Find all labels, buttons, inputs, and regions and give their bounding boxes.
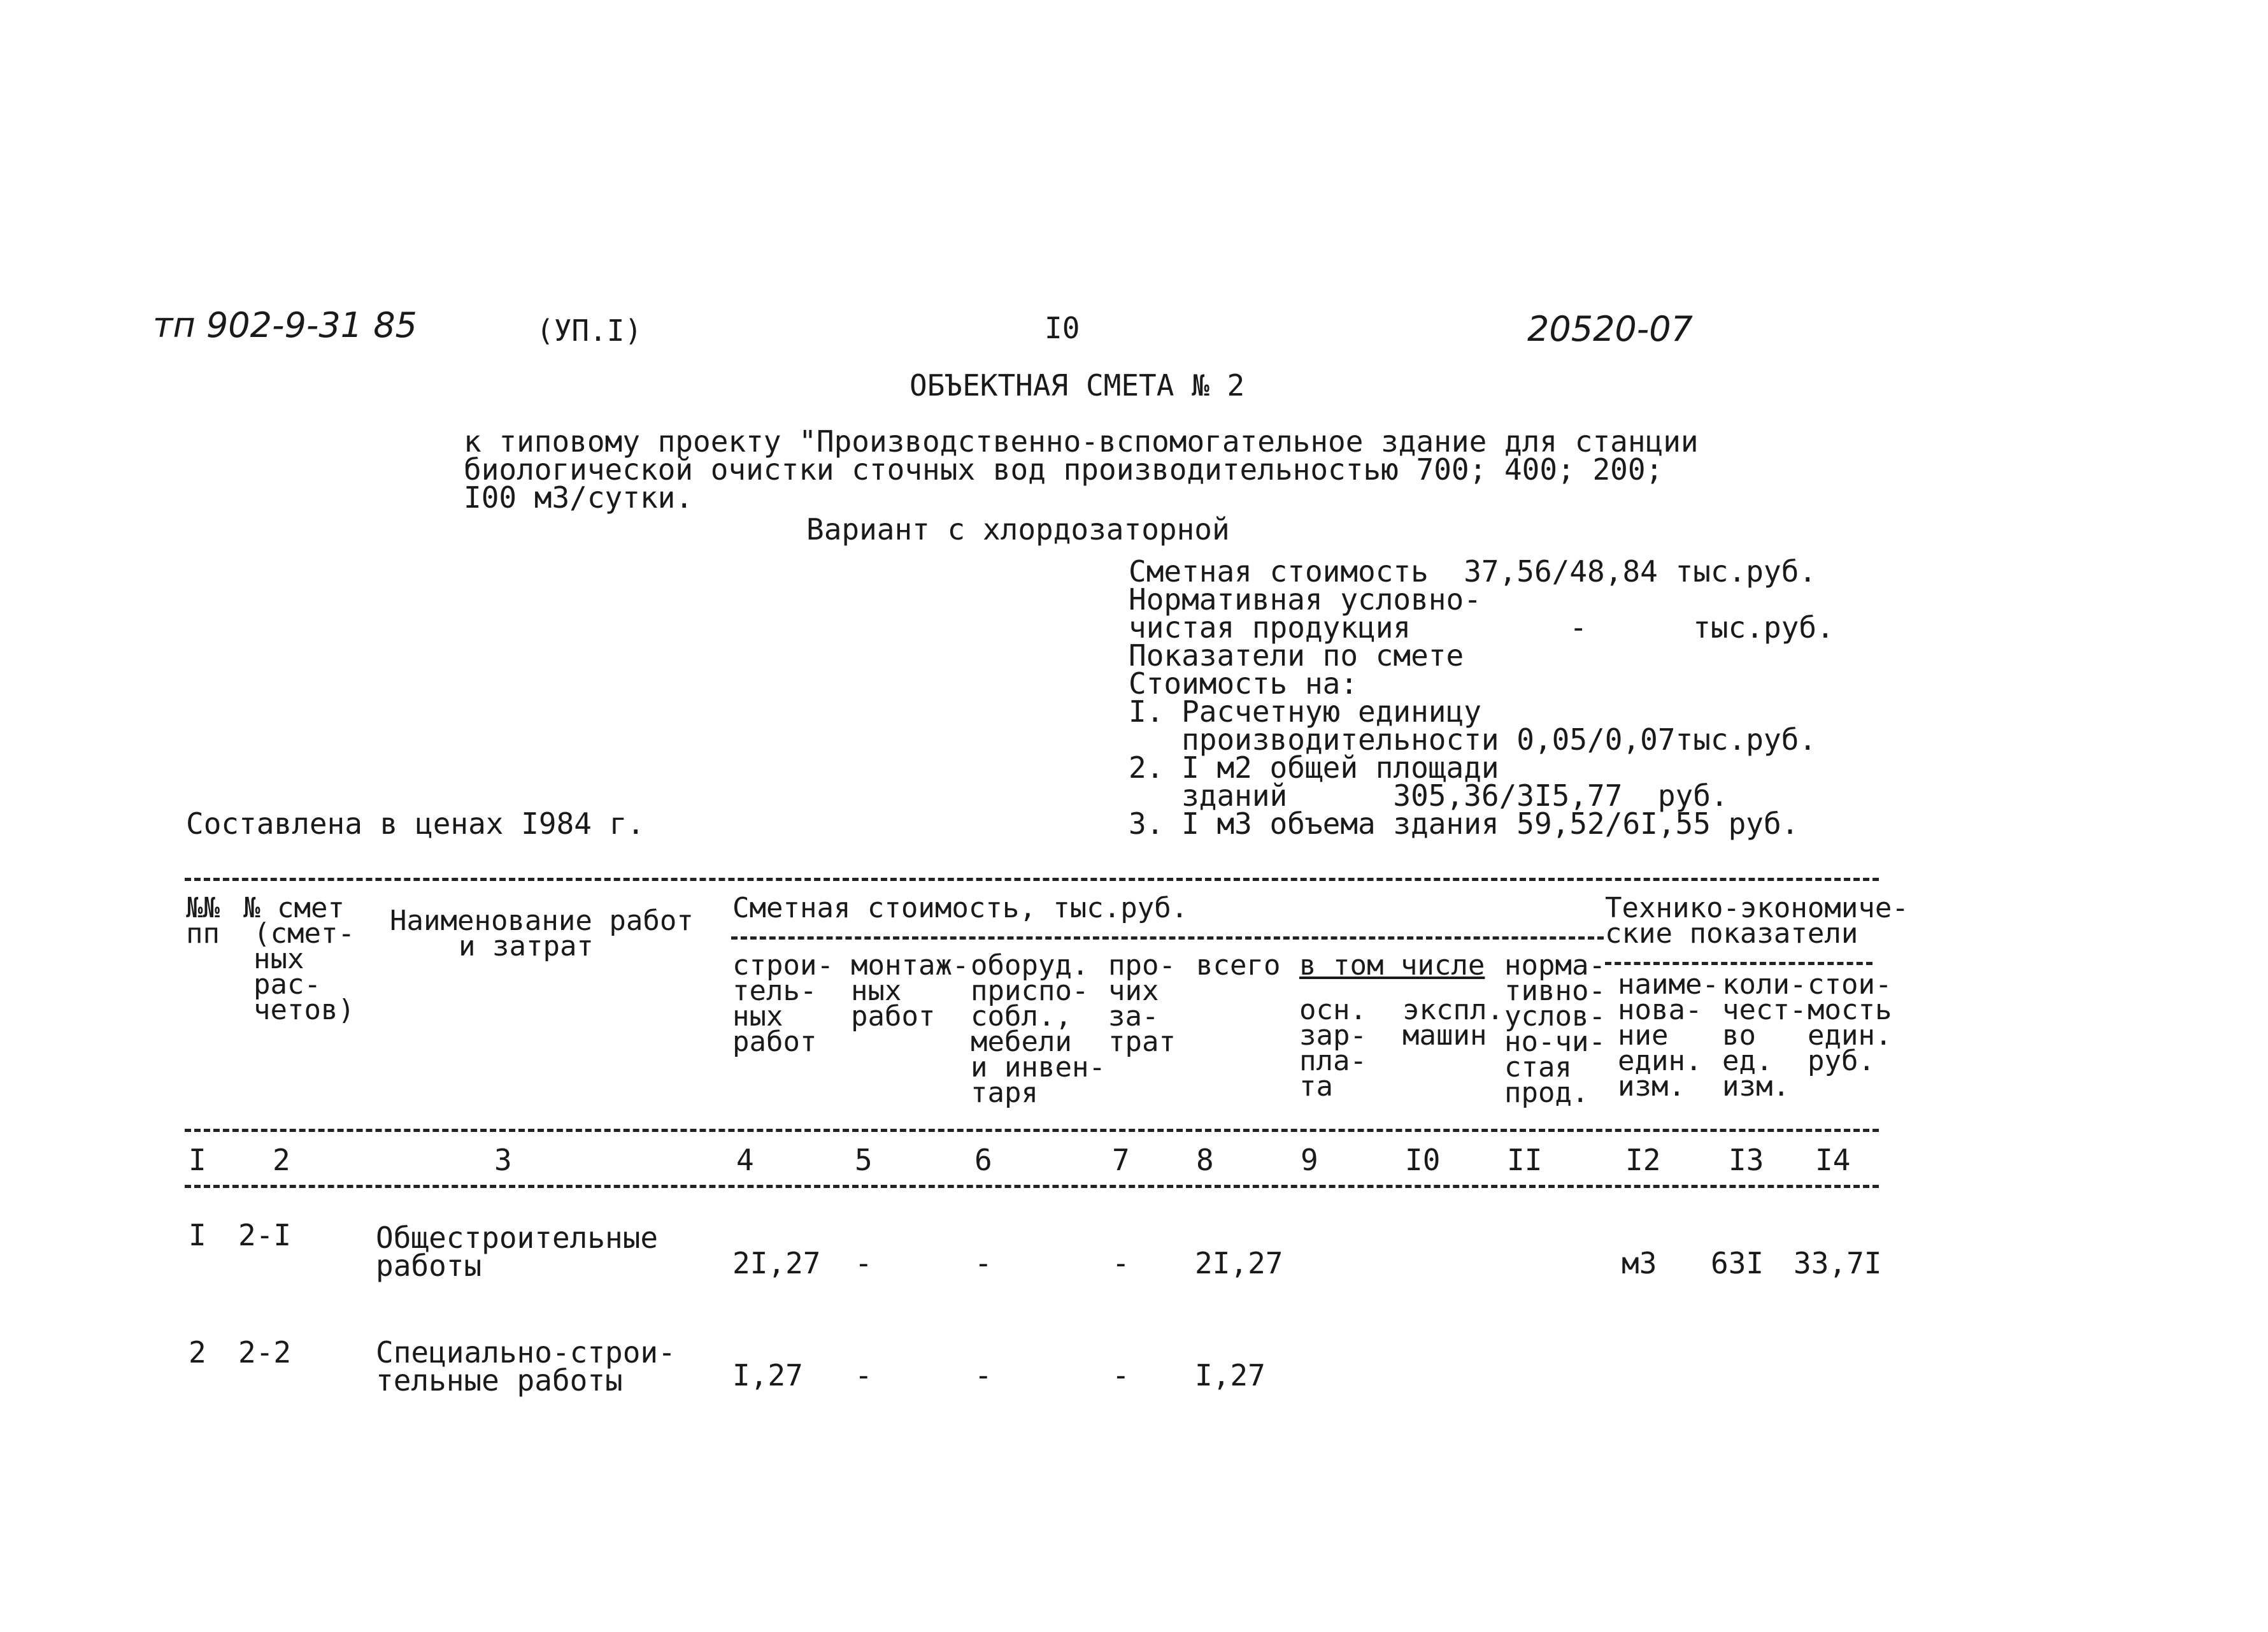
header-col5-line3: работ bbox=[851, 1000, 936, 1033]
header-col6-line3: собл., bbox=[971, 1000, 1072, 1033]
row-other-cost: - bbox=[1112, 1246, 1130, 1280]
header-col7-line1: про- bbox=[1108, 949, 1176, 982]
header-col9-line4: та bbox=[1299, 1070, 1333, 1103]
header-col5-line1: монтаж- bbox=[851, 949, 969, 982]
summary-line-6: I. Расчетную единицу bbox=[1129, 694, 1481, 729]
header-col6-line5: и инвен- bbox=[971, 1051, 1106, 1084]
header-col4-line4: работ bbox=[732, 1026, 817, 1058]
summary-line-8: 2. I м2 общей площади bbox=[1129, 750, 1499, 785]
header-col11-line2: тивно- bbox=[1504, 975, 1606, 1007]
row-unit-name: м3 bbox=[1622, 1246, 1657, 1280]
summary-line-10: 3. I м3 объема здания 59,52/6I,55 руб. bbox=[1129, 806, 1799, 841]
header-col13-line2: чест- bbox=[1722, 994, 1807, 1026]
header-col11-line5: стая bbox=[1504, 1051, 1572, 1084]
summary-line-7: производительности 0,05/0,07тыс.руб. bbox=[1129, 722, 1817, 757]
header-col9-line2: зар- bbox=[1299, 1019, 1367, 1052]
row-number: I bbox=[189, 1218, 206, 1252]
header-col14-line2: мость bbox=[1808, 994, 1892, 1026]
prices-note: Составлена в ценах I984 г. bbox=[186, 806, 645, 841]
header-col7-line2: чих bbox=[1108, 975, 1159, 1007]
col-number-7: 7 bbox=[1112, 1143, 1130, 1177]
col-number-11: II bbox=[1507, 1143, 1543, 1177]
tech-group-rule bbox=[1605, 962, 1872, 965]
row-name-line2: работы bbox=[376, 1249, 482, 1283]
header-cost-group: Сметная стоимость, тыс.руб. bbox=[732, 892, 1188, 924]
header-col13-line3: во bbox=[1722, 1019, 1756, 1052]
row-estimate-number: 2-2 bbox=[238, 1335, 292, 1370]
col-number-8: 8 bbox=[1196, 1143, 1214, 1177]
col-number-10: I0 bbox=[1405, 1143, 1441, 1177]
header-col5-line2: ных bbox=[851, 975, 902, 1007]
header-col10-line1: экспл. bbox=[1402, 994, 1504, 1026]
summary-line-1: Сметная стоимость 37,56/48,84 тыс.руб. bbox=[1129, 554, 1817, 589]
header-bottom-rule bbox=[185, 1129, 1879, 1132]
row-construction-cost: 2I,27 bbox=[732, 1246, 821, 1280]
row-name-line2: тельные работы bbox=[376, 1363, 623, 1398]
col-number-14: I4 bbox=[1815, 1143, 1851, 1177]
header-col4-line1: строи- bbox=[732, 949, 834, 982]
header-including-group: в том числе bbox=[1299, 949, 1485, 982]
row-construction-cost: I,27 bbox=[732, 1358, 803, 1392]
header-col13-line1: коли- bbox=[1722, 968, 1807, 1001]
document-number: 20520-07 bbox=[1527, 309, 1693, 349]
header-col6-line1: оборуд. bbox=[971, 949, 1089, 982]
subtitle-line-2: биологической очистки сточных вод производительностью 700; 400; 200; bbox=[464, 452, 1664, 487]
row-name-line1: Общестроительные bbox=[376, 1220, 659, 1255]
summary-line-5: Стоимость на: bbox=[1129, 666, 1359, 701]
summary-line-3: чистая продукция - тыс.руб. bbox=[1129, 610, 1834, 645]
row-total-cost: I,27 bbox=[1195, 1358, 1266, 1392]
col-number-2: 2 bbox=[273, 1143, 290, 1177]
row-estimate-number: 2-I bbox=[238, 1218, 292, 1252]
header-col2-line1: № смет bbox=[243, 892, 345, 924]
header-col6-line4: мебели bbox=[971, 1026, 1072, 1058]
page-number: I0 bbox=[1045, 311, 1080, 345]
col-number-9: 9 bbox=[1301, 1143, 1318, 1177]
header-col12-line2: нова- bbox=[1618, 994, 1702, 1026]
header-col4-line3: ных bbox=[732, 1000, 783, 1033]
album-number: (УП.I) bbox=[536, 313, 643, 348]
header-col11-line4: но-чи- bbox=[1504, 1026, 1606, 1058]
summary-line-2: Нормативная условно- bbox=[1129, 582, 1481, 617]
header-col7-line4: трат bbox=[1108, 1026, 1176, 1058]
header-col13-line5: изм. bbox=[1722, 1070, 1790, 1103]
project-code: тп 902-9-31 85 bbox=[153, 305, 417, 345]
header-col8: всего bbox=[1196, 949, 1281, 982]
row-name-line1: Специально-строи- bbox=[376, 1335, 676, 1370]
header-col3-line2: и затрат bbox=[459, 930, 594, 963]
header-col11-line3: услов- bbox=[1504, 1000, 1606, 1033]
row-unit-quantity: 63I bbox=[1711, 1246, 1764, 1280]
subtitle-line-3: I00 м3/сутки. bbox=[464, 480, 694, 515]
header-col11-line1: норма- bbox=[1504, 949, 1606, 982]
header-col6-line6: таря bbox=[971, 1077, 1038, 1109]
header-tech-group-line2: ские показатели bbox=[1605, 917, 1858, 950]
header-col1-line2: пп bbox=[186, 917, 220, 950]
header-col10-line2: машин bbox=[1402, 1019, 1487, 1052]
row-other-cost: - bbox=[1112, 1358, 1130, 1392]
subtitle-line-1: к типовому проекту "Производственно-вспомогательное здание для станции bbox=[464, 424, 1699, 459]
header-col7-line3: за- bbox=[1108, 1000, 1159, 1033]
header-col13-line4: ед. bbox=[1722, 1045, 1773, 1077]
row-installation-cost: - bbox=[855, 1246, 873, 1280]
header-col12-line1: наиме- bbox=[1618, 968, 1719, 1001]
summary-line-4: Показатели по смете bbox=[1129, 638, 1464, 673]
row-total-cost: 2I,27 bbox=[1195, 1246, 1283, 1280]
row-equipment-cost: - bbox=[974, 1358, 992, 1392]
header-col12-line5: изм. bbox=[1618, 1070, 1685, 1103]
col-number-1: I bbox=[189, 1143, 206, 1177]
row-equipment-cost: - bbox=[974, 1246, 992, 1280]
header-col12-line3: ние bbox=[1618, 1019, 1669, 1052]
header-col4-line2: тель- bbox=[732, 975, 817, 1007]
document-title: ОБЪЕКТНАЯ СМЕТА № 2 bbox=[909, 368, 1245, 403]
header-col9-line3: пла- bbox=[1299, 1045, 1367, 1077]
col-number-13: I3 bbox=[1729, 1143, 1764, 1177]
table-top-rule bbox=[185, 878, 1879, 881]
header-col12-line4: един. bbox=[1618, 1045, 1702, 1077]
row-installation-cost: - bbox=[855, 1358, 873, 1392]
header-col2-line3: ных bbox=[253, 943, 304, 975]
header-col14-line4: руб. bbox=[1808, 1045, 1875, 1077]
header-col9-line1: осн. bbox=[1299, 994, 1367, 1026]
col-number-6: 6 bbox=[974, 1143, 992, 1177]
col-number-4: 4 bbox=[736, 1143, 754, 1177]
variant-line: Вариант с хлордозаторной bbox=[806, 512, 1230, 547]
header-col14-line1: стои- bbox=[1808, 968, 1892, 1001]
header-col2-line2: (смет- bbox=[253, 917, 355, 950]
header-tech-group-line1: Технико-экономиче- bbox=[1605, 892, 1909, 924]
row-number: 2 bbox=[189, 1335, 206, 1370]
header-col1-line1: №№ bbox=[186, 892, 220, 924]
header-col6-line2: приспо- bbox=[971, 975, 1089, 1007]
header-col11-line6: прод. bbox=[1504, 1077, 1589, 1109]
header-col3-line1: Наименование работ bbox=[390, 905, 694, 937]
col-number-3: 3 bbox=[494, 1143, 512, 1177]
col-number-12: I2 bbox=[1625, 1143, 1661, 1177]
header-col14-line3: един. bbox=[1808, 1019, 1892, 1052]
col-numbers-rule bbox=[185, 1185, 1879, 1188]
header-col2-line4: рас- bbox=[253, 968, 321, 1001]
row-unit-cost: 33,7I bbox=[1794, 1246, 1882, 1280]
summary-line-9: зданий 305,36/3I5,77 руб. bbox=[1129, 778, 1729, 813]
header-col2-line5: четов) bbox=[253, 994, 355, 1026]
cost-group-rule bbox=[731, 936, 1604, 940]
col-number-5: 5 bbox=[855, 1143, 873, 1177]
